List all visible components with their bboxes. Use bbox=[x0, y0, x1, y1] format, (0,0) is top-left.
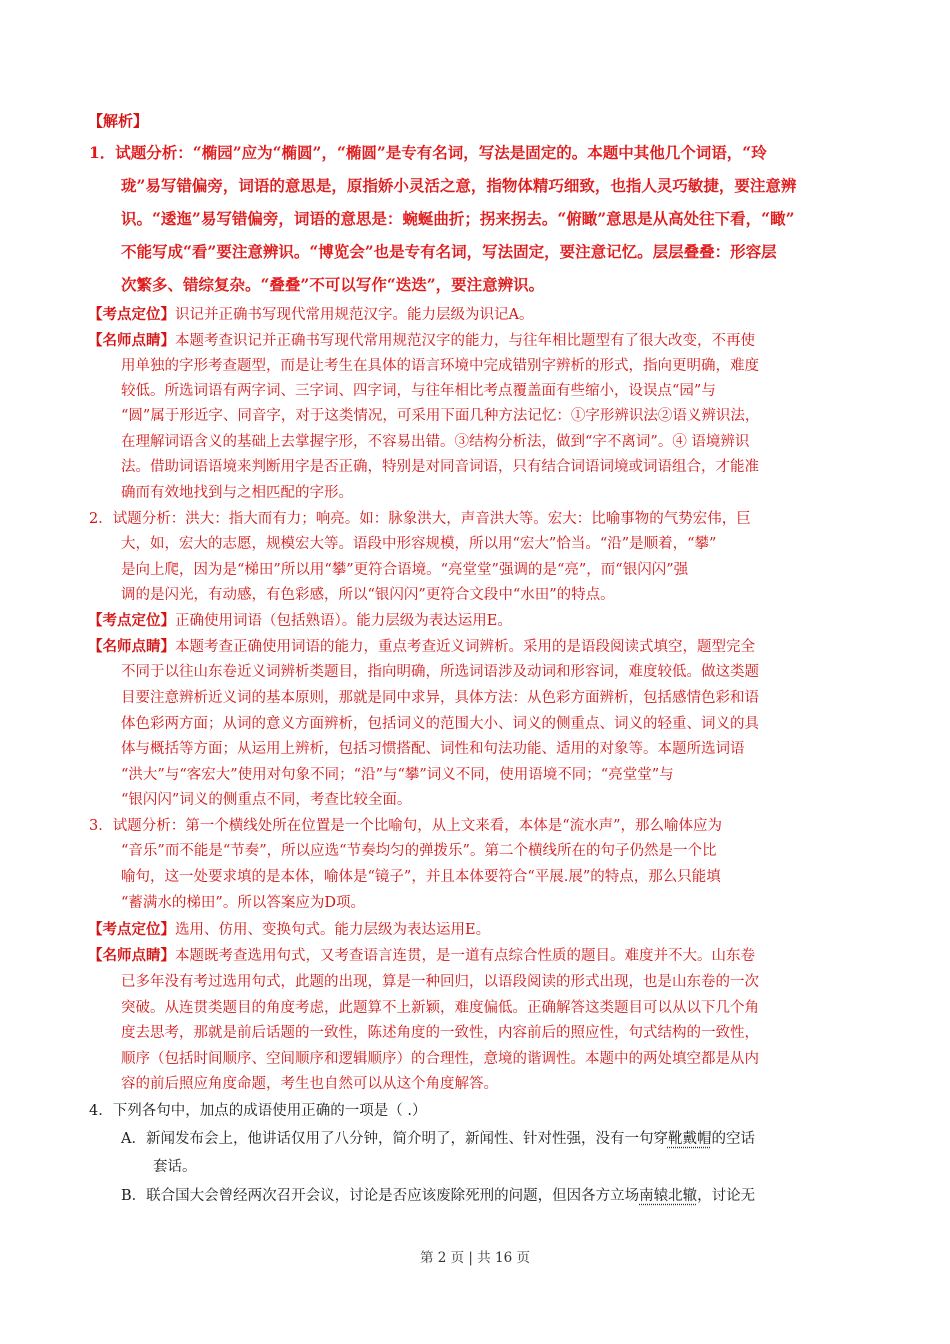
kaodian-text: 选用、仿用、变换句式。能力层级为表达运用E。 bbox=[175, 922, 491, 938]
q2-analysis-line: 大，如，宏大的志愿，规模宏大等。语段中形容规模，所以用“宏大”恰当。“沿”是顺着，“攀” bbox=[121, 536, 717, 552]
q1-kaodian bbox=[88, 305, 533, 325]
q2-analysis-line: 是向上爬，因为是“梯田”所以用“攀”更符合语境。“亮堂堂”强调的是“亮”，而“银闪闪”强 bbox=[121, 562, 689, 578]
q3-analysis-line: “蓄满水的梯田”。所以答案应为D项。 bbox=[121, 895, 365, 911]
analysis-header: 【解析】 bbox=[88, 112, 149, 130]
mingshi-text: 本题既考查选用句式，又考查语言连贯，是一道有点综合性质的题目。难度并不大。山东卷 bbox=[175, 948, 755, 964]
mingshi-text: 本题考查正确使用词语的能力，重点考查近义词辨析。采用的是语段阅读式填空，题型完全 bbox=[175, 639, 755, 655]
q1-analysis-line: 识。“逶迤”易写错偏旁，词语的意思是：蜿蜒曲折；拐来拐去。“俯瞰”意思是从高处往下看，“瞰” bbox=[121, 209, 795, 228]
option-b-text: B．联合国大会曾经两次召开会议，讨论是否应该废除死刑的问题，但因各方立场 bbox=[121, 1188, 640, 1204]
option-a-text-end: 的空话 bbox=[711, 1131, 755, 1147]
q2-mingshi-line: 体与概括等方面；从运用上辨析，包括习惯搭配、词性和句法功能、适用的对象等。本题所选词语 bbox=[121, 741, 745, 757]
mingshi-tag: 【名师点睛】 bbox=[88, 947, 175, 964]
q1-analysis-line: 珑”易写错偏旁，词语的意思是，原指娇小灵活之意，指物体精巧细致，也指人灵巧敏捷，要注意辨 bbox=[121, 176, 797, 195]
q2-mingshi-first bbox=[88, 637, 755, 657]
q1-mingshi-first bbox=[88, 331, 755, 351]
q2-mingshi-line: 目要注意辨析近义词的基本原则，那就是同中求异，具体方法：从色彩方面辨析，包括感情色彩和语 bbox=[121, 690, 759, 706]
q3-mingshi-first bbox=[88, 946, 755, 966]
kaodian-text: 识记并正确书写现代常用规范汉字。能力层级为识记A。 bbox=[175, 307, 534, 323]
q2-kaodian bbox=[88, 611, 512, 631]
q1-analysis-line: 次繁多、错综复杂。“叠叠”不可以写作“迭迭”，要注意辨识。 bbox=[121, 275, 545, 294]
kaodian-tag: 【考点定位】 bbox=[88, 612, 175, 629]
page-footer: 第 2 页 | 共 16 页 bbox=[419, 1250, 531, 1266]
q3-mingshi-line: 突破。从连贯类题目的角度考虑，此题算不上新颖，难度偏低。正确解答这类题目可以从以下几个角 bbox=[121, 1000, 759, 1016]
q3-kaodian bbox=[88, 920, 490, 940]
q1-mingshi-line: 在理解词语含义的基础上去掌握字形，不容易出错。③结构分析法，做到“字不离词”。④ 语境辨识 bbox=[121, 434, 750, 450]
q3-mingshi-line: 容的前后照应角度命题，考生也自然可以从这个角度解答。 bbox=[121, 1076, 498, 1092]
q3-analysis-line: 3．试题分析：第一个横线处所在位置是一个比喻句，从上文来看，本体是“流水声”，那么喻体应为 bbox=[89, 818, 723, 834]
q4-stem: 4．下列各句中，加点的成语使用正确的一项是（ .） bbox=[89, 1103, 427, 1119]
q3-analysis-line: “音乐”而不能是“节奏”，所以应选“节奏均匀的弹拨乐”。第二个横线所在的句子仍然是一个比 bbox=[121, 843, 717, 859]
q1-analysis-line: 不能写成“看”要注意辨识。“博览会”也是专有名词，写法固定，要注意记忆。层层叠叠：形容层 bbox=[121, 242, 777, 261]
q1-mingshi-line: “圆”属于形近字、同音字，对于这类情况，可采用下面几种方法记忆：①字形辨识法②语义辨识法， bbox=[121, 408, 760, 424]
kaodian-text: 正确使用词语（包括熟语）。能力层级为表达运用E。 bbox=[175, 613, 512, 629]
option-a-text: A．新闻发布会上，他讲话仅用了八分钟，简介明了，新闻性、针对性强，没有一句穿 bbox=[121, 1131, 668, 1147]
dotted-idiom: 南辕北辙 bbox=[639, 1188, 698, 1204]
q1-mingshi-line: 较低。所选词语有两字词、三字词、四字词，与往年相比考点覆盖面有些缩小，设误点“园”与 bbox=[121, 383, 716, 399]
option-b-text-end: ，讨论无 bbox=[697, 1188, 756, 1204]
q2-mingshi-line: 体色彩两方面；从词的意义方面辨析，包括词义的范围大小、词义的侧重点、词义的轻重、词义的具 bbox=[121, 716, 759, 732]
q1-mingshi-line: 法。借助词语语境来判断用字是否正确，特别是对同音词语，只有结合词语词境或词语组合，才能准 bbox=[121, 459, 759, 475]
q3-mingshi-line: 顺序（包括时间顺序、空间顺序和逻辑顺序）的合理性，意境的谐调性。本题中的两处填空都是从内 bbox=[121, 1051, 759, 1067]
q3-mingshi-line: 度去思考，那就是前后话题的一致性，陈述角度的一致性，内容前后的照应性，句式结构的一致性， bbox=[121, 1025, 759, 1041]
q4-option-b bbox=[121, 1186, 755, 1206]
mingshi-text: 本题考查识记并正确书写现代常用规范汉字的能力，与往年相比题型有了很大改变，不再使 bbox=[175, 333, 755, 349]
q3-analysis-line: 喻句，这一处要求填的是本体，喻体是“镜子”，并且本体要符合“平展.展”的特点，那么只能填 bbox=[121, 869, 721, 885]
q4-option-a bbox=[121, 1129, 755, 1149]
kaodian-tag: 【考点定位】 bbox=[88, 306, 175, 323]
q2-mingshi-line: 不同于以往山东卷近义词辨析类题目，指向明确，所选词语涉及动词和形容词，难度较低。做这类题 bbox=[121, 664, 759, 680]
kaodian-tag: 【考点定位】 bbox=[88, 921, 175, 938]
q1-analysis-line: 1．试题分析：“椭园”应为“椭圆”，“椭圆”是专有名词，写法是固定的。本题中其他几个词语，“玲 bbox=[89, 143, 767, 162]
mingshi-tag: 【名师点睛】 bbox=[88, 332, 175, 349]
q2-mingshi-line: “洪大”与“客宏大”使用对句象不同；“沿”与“攀”词义不同，使用语境不同；“亮堂堂”与 bbox=[121, 767, 674, 783]
q2-analysis-line: 调的是闪光，有动感，有色彩感，所以“银闪闪”更符合文段中“水田”的特点。 bbox=[121, 587, 615, 603]
q2-analysis-line: 2．试题分析：洪大：指大而有力；响亮。如：脉象洪大，声音洪大等。宏大：比喻事物的气势宏伟，巨 bbox=[89, 511, 751, 527]
mingshi-tag: 【名师点睛】 bbox=[88, 638, 175, 655]
q4-option-a-cont: 套话。 bbox=[153, 1159, 197, 1175]
q2-mingshi-line: “银闪闪”词义的侧重点不同，考查比较全面。 bbox=[121, 792, 412, 808]
q1-mingshi-line: 用单独的字形考查题型，而是让考生在具体的语言环境中完成错别字辨析的形式，指向更明确，难度 bbox=[121, 358, 759, 374]
dotted-idiom: 靴戴帽 bbox=[667, 1131, 712, 1147]
q1-mingshi-line: 确而有效地找到与之相匹配的字形。 bbox=[121, 485, 353, 501]
q3-mingshi-line: 已多年没有考过选用句式，此题的出现，算是一种回归，以语段阅读的形式出现，也是山东卷的一次 bbox=[121, 974, 759, 990]
